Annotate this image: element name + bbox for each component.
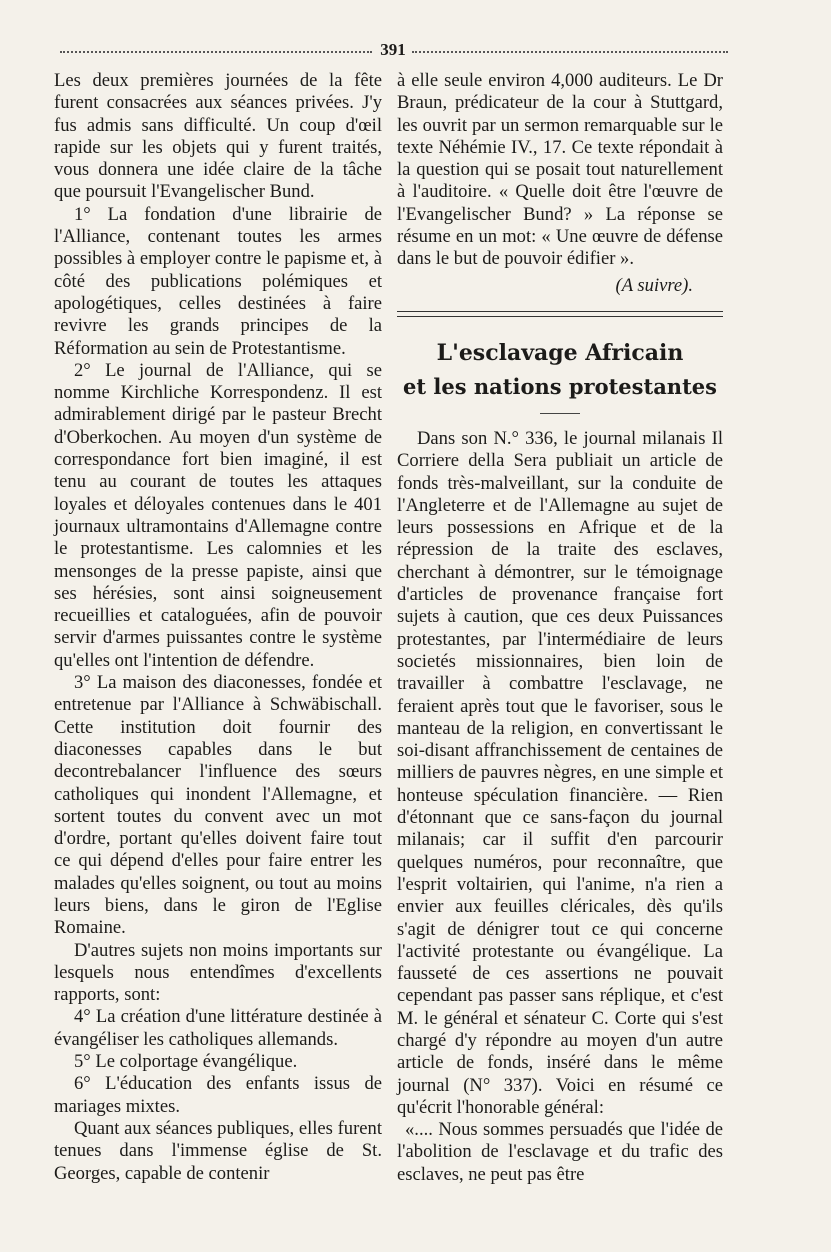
paragraph: 5° Le colportage évangélique. [74, 1051, 298, 1073]
article-subtitle: et les nations protestantes [403, 373, 717, 399]
left-column [54, 70, 382, 1185]
paragraph: à elle seule environ 4,000 auditeurs. Le Dr Braun, prédicateur de la cour à Stuttgard, les ouvrit par un sermon remarquable sur le texte Néhémie IV., 17. Ce texte répondait à la question qui se posait tout naturellement à l'auditoire. « Quelle doit être l'œuvre de l'Evangelischer Bund? » La réponse se résume en un mot: « Une œuvre de défense dans le but de pouvoir édifier ». [397, 70, 723, 270]
page-number: 391 [380, 40, 406, 59]
paragraph: 4° La création d'une littérature destinée à évangéliser les catholiques allemands. [54, 1006, 382, 1050]
paragraph: 3° La maison des diaconesses, fondée et entretenue par l'Alliance à Schwäbischall. Cette institution doit fournir des diaconesses capables dans le but decontrebalancer l'influence des sœurs catholiques qui inondent l'Allemagne, et sortent toutes du convent avec un mot d'ordre, portant qu'elles doivent faire tout ce qui dépend d'elles pour faire entrer les malades qu'elles soignent, ou tout au moins leurs biens, dans le giron de l'Eglise Romaine. [54, 672, 382, 939]
paragraph: 2° Le journal de l'Alliance, qui se nomme Kirchliche Korrespondenz. Il est admirablement dirigé par le pasteur Brecht d'Oberkochen. Au moyen d'un système de correspondance fort bien imaginé, il est tenu au courant de toutes les attaques loyales et déloyales contenues dans le 401 journaux ultramontains d'Allemagne contre le protestantisme. Les calomnies et les mensonges de la presse papiste, ainsi que ses hérésies, sont ainsi soigneusement recueillies et cataloguées, afin de pouvoir servir d'armes puissantes contre le système qu'elles ont l'intention de défendre. [54, 359, 382, 671]
paragraph: D'autres sujets non moins importants sur lesquels nous entendîmes d'excellents rapports, sont: [54, 939, 382, 1006]
paragraph: Dans son N.° 336, le journal milanais Il Corriere della Sera publiait un article de fonds très-malveillant, sur la conduite de l'Angleterre et de l'Allemagne au sujet de leurs possessions en Afrique et de la répression de la traite des esclaves, cherchant à démontrer, sur le témoignage d'articles de provenance française fort sujets à caution, que ces deux Puissances protestantes, par l'intermédiaire de leurs societés missionnaires, bien loin de travailler à combattre l'esclavage, ne feraient après tout que le favoriser, sous le manteau de la religion, en convertissant le soi-disant affranchissement de centaines de milliers de pauvres nègres, en une simple et honteuse spéculation financière. — Rien d'étonnant que ce sans-façon du journal milanais; car il suffit d'en parcourir quelques numéros, pour reconnaître, que l'esprit voltairien, qui l'anime, n'a rien a envier aux feuilles cléricales, dès qu'ils s'agit de dénigrer tout ce qui concerne l'activité protestante ou évangélique. La fausseté de ces assertions ne pouvait cependant pas passer sans réplique, et c'est M. le général et sénateur C. Corte qui s'est chargé d'y répondre au moyen d'un autre article de fonds, inséré dans le même journal (N° 337). Voici en résumé ce qu'écrit l'honorable général: [397, 427, 723, 1118]
paragraph: 1° La fondation d'une librairie de l'Alliance, contenant toutes les armes possibles à employer contre le papisme et, à côté des publications polémiques et apologétiques, celles destinées à faire revivre les grands principes de la Réformation au sein de Protestantisme. [54, 203, 382, 359]
paragraph: Les deux premières journées de la fête furent consacrées aux séances privées. J'y fus admis sans difficulté. Un coup d'œil rapide sur les objets qui y furent traités, vous donnera une idée claire de la tâche que poursuit l'Evangelischer Bund. [54, 70, 382, 203]
right-column [397, 70, 723, 1186]
header-rule-right [412, 51, 728, 53]
to-be-continued: (A suivre). [615, 274, 693, 296]
paragraph: 6° L'éducation des enfants issus de mariages mixtes. [54, 1073, 382, 1117]
paragraph: Quant aux séances publiques, elles furent tenues dans l'immense église de St. Georges, capable de contenir [54, 1117, 382, 1184]
header-rule-left [60, 51, 372, 53]
paragraph: «.... Nous sommes persuadés que l'idée de l'abolition de l'esclavage et du trafic des esclaves, ne peut pas être [397, 1119, 723, 1185]
page-header [60, 40, 728, 60]
article-title: L'esclavage Africain [436, 339, 684, 366]
section-divider [397, 311, 723, 317]
title-rule [540, 413, 580, 414]
